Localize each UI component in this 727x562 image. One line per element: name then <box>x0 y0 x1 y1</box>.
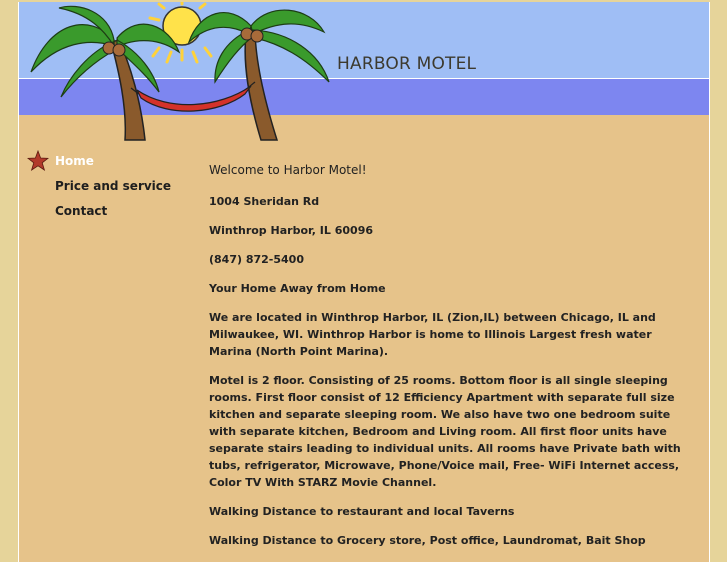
tagline: Your Home Away from Home <box>209 282 386 295</box>
site-title: HARBOR MOTEL <box>337 54 477 74</box>
main-content <box>209 162 694 561</box>
nav-spacer <box>27 200 49 222</box>
site-header <box>19 2 709 142</box>
address-line: 1004 Sheridan Rd <box>209 195 320 208</box>
nav-link-price-and-service[interactable]: Price and service <box>55 178 172 193</box>
amenities-paragraph: Walking Distance to Grocery store, Post office, Laundromat, Bait Shop <box>209 534 646 547</box>
rooms-paragraph: Motel is 2 floor. Consisting of 25 rooms. Bottom floor is all single sleeping rooms. First floor consist of 12 Efficiency Apartment with separate full size kitchen and separate sleeping room. We also have two one bedroom suite with separate kitchen, Bedroom and Living room. All first floor units have separate stairs leading to individual units. All rooms have Private bath with tubs, refrigerator, Microwave, Phone/Voice mail, Free- WiFi Internet access, Color TV With STARZ Movie Channel. <box>209 374 681 489</box>
nav-item-price-and-service[interactable] <box>27 173 171 198</box>
palm-hammock-illustration <box>19 2 709 147</box>
phone-line: (847) 872-5400 <box>209 253 304 266</box>
nav-item-home[interactable] <box>27 148 171 173</box>
nav-item-contact[interactable] <box>27 198 171 223</box>
nav-link-home[interactable]: Home <box>55 153 94 168</box>
city-line: Winthrop Harbor, IL 60096 <box>209 224 374 237</box>
welcome-heading: Welcome to Harbor Motel! <box>209 163 367 177</box>
sidebar-nav <box>27 148 171 223</box>
location-paragraph: We are located in Winthrop Harbor, IL (Zion,IL) between Chicago, IL and Milwaukee, WI. Winthrop Harbor is home to Illinois Largest fresh water Marina (North Point Marina). <box>209 311 656 358</box>
page-frame <box>18 2 710 562</box>
nav-spacer <box>27 175 49 197</box>
restaurants-paragraph: Walking Distance to restaurant and local Taverns <box>209 505 515 518</box>
nav-link-contact[interactable]: Contact <box>55 203 108 218</box>
star-icon <box>27 150 49 172</box>
